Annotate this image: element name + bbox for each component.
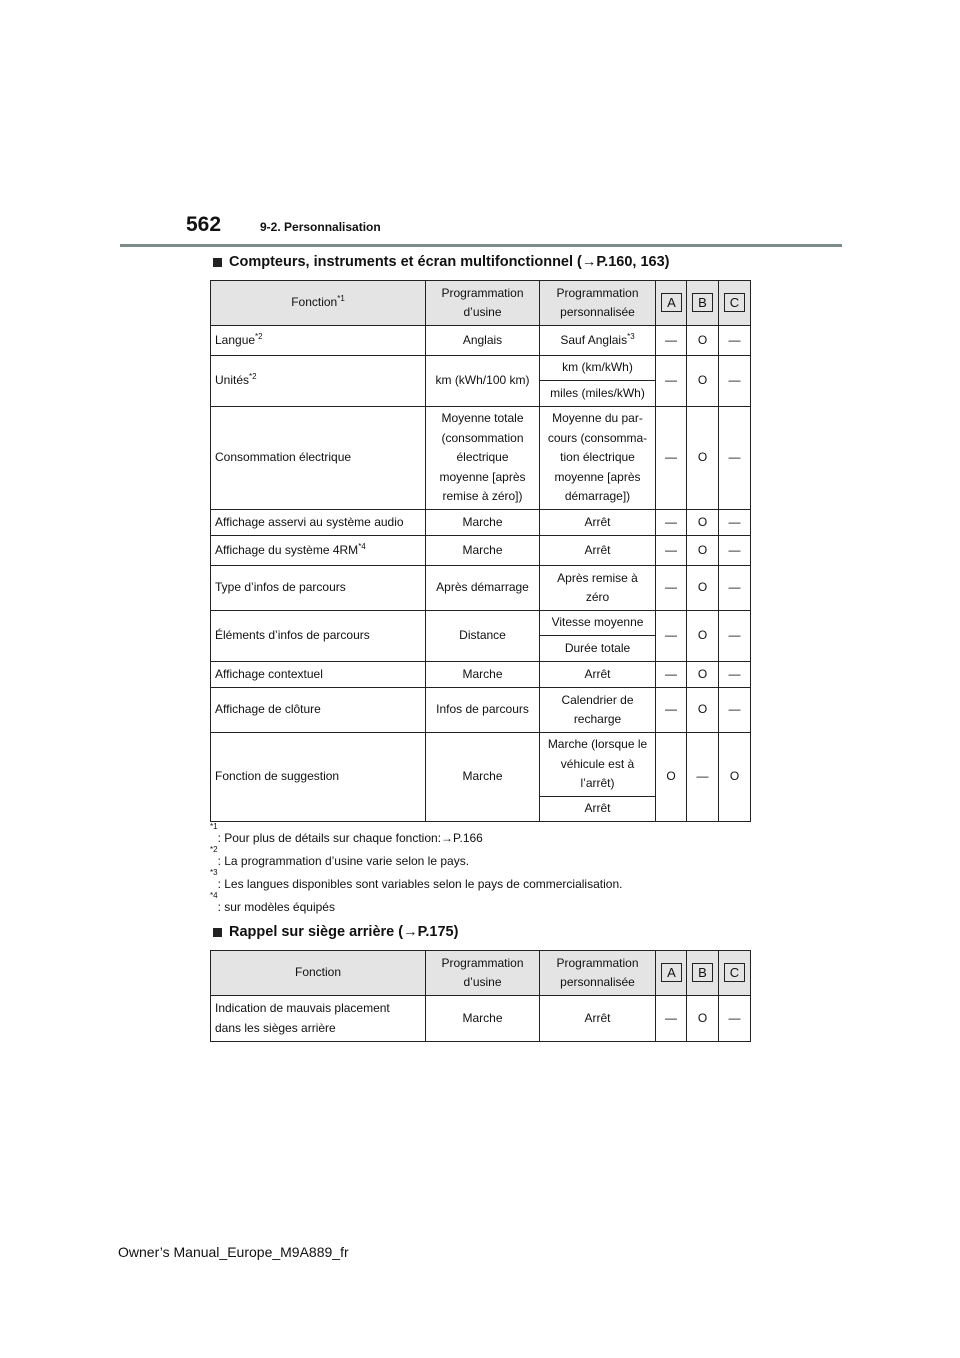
cell-a: —	[656, 510, 687, 536]
cell-b: O	[687, 688, 719, 733]
table-row	[211, 733, 751, 797]
cell-perso: Arrêt	[540, 536, 656, 566]
cell-perso: miles (miles/kWh)	[540, 381, 656, 407]
header-col-b: B	[687, 281, 719, 326]
cell-a: —	[656, 688, 687, 733]
cell-c: —	[719, 407, 751, 510]
table-row	[211, 326, 751, 356]
table-header-row	[211, 951, 751, 996]
cell-c: —	[719, 662, 751, 688]
cell-c: —	[719, 510, 751, 536]
cell-c: —	[719, 611, 751, 662]
cell-fonction: Affichage du système 4RM$^{*4}$	[211, 536, 426, 566]
section-title-text: Rappel sur siège arrière (	[229, 924, 404, 940]
cell-b: O	[687, 662, 719, 688]
header-fonction: Fonction$^{*1}$	[211, 281, 426, 326]
cell-a: —	[656, 326, 687, 356]
cell-perso: Durée totale	[540, 636, 656, 662]
cell-c: —	[719, 536, 751, 566]
table-row	[211, 510, 751, 536]
table-row	[211, 356, 751, 381]
cell-b: O	[687, 536, 719, 566]
chapter-title: 9-2. Personnalisation	[260, 220, 381, 234]
cell-usine: Marche	[426, 733, 540, 822]
bullet-square-icon	[213, 928, 222, 937]
cell-b: O	[687, 566, 719, 611]
cell-perso: Arrêt	[540, 662, 656, 688]
cell-perso: km (km/kWh)	[540, 356, 656, 381]
cell-a: —	[656, 996, 687, 1042]
cell-c: O	[719, 733, 751, 822]
table-row	[211, 611, 751, 636]
cell-b: —	[687, 733, 719, 822]
cell-c: —	[719, 688, 751, 733]
arrow-glyph: →	[581, 254, 597, 270]
cell-b: O	[687, 996, 719, 1042]
cell-usine: Marche	[426, 662, 540, 688]
table-row	[211, 662, 751, 688]
cell-perso: Moyenne du par- cours (consomma- tion électrique moyenne [après démarrage])	[540, 407, 656, 510]
settings-table-rappel	[210, 950, 751, 1042]
table-row	[211, 688, 751, 733]
cell-fonction: Fonction de suggestion	[211, 733, 426, 822]
cell-usine: Moyenne totale (consommation électrique moyenne [après remise à zéro])	[426, 407, 540, 510]
cell-c: —	[719, 326, 751, 356]
cell-usine: Distance	[426, 611, 540, 662]
section-title-rappel	[213, 924, 458, 940]
cell-c: —	[719, 996, 751, 1042]
section-title-ref: P.160, 163)	[596, 254, 670, 270]
header-rule	[120, 244, 842, 247]
header-col-a: A	[656, 951, 687, 996]
cell-a: O	[656, 733, 687, 822]
cell-b: O	[687, 326, 719, 356]
cell-b: O	[687, 407, 719, 510]
cell-b: O	[687, 356, 719, 407]
table-row	[211, 996, 751, 1042]
cell-fonction: Affichage de clôture	[211, 688, 426, 733]
cell-a: —	[656, 407, 687, 510]
table-row	[211, 407, 751, 510]
cell-fonction: Affichage contextuel	[211, 662, 426, 688]
cell-usine: Marche	[426, 536, 540, 566]
cell-c: —	[719, 356, 751, 407]
cell-usine: Après démarrage	[426, 566, 540, 611]
cell-perso: Arrêt	[540, 510, 656, 536]
cell-usine: Marche	[426, 510, 540, 536]
cell-fonction: Consommation électrique	[211, 407, 426, 510]
header-col-c: C	[719, 951, 751, 996]
cell-fonction: Indication de mauvais placement dans les sièges arrière	[211, 996, 426, 1042]
cell-perso: Vitesse moyenne	[540, 611, 656, 636]
cell-a: —	[656, 356, 687, 407]
section-title-text: Compteurs, instruments et écran multifonctionnel (	[229, 254, 582, 270]
table-row	[211, 536, 751, 566]
section-title-compteurs	[213, 254, 669, 270]
cell-b: O	[687, 611, 719, 662]
cell-usine: Anglais	[426, 326, 540, 356]
cell-fonction: Éléments d’infos de parcours	[211, 611, 426, 662]
cell-usine: Infos de parcours	[426, 688, 540, 733]
header-col-c: C	[719, 281, 751, 326]
footer-text: Owner’s Manual_Europe_M9A889_fr	[118, 1244, 349, 1260]
header-col-a: A	[656, 281, 687, 326]
bullet-square-icon	[213, 258, 222, 267]
section-title-ref: P.175)	[417, 924, 459, 940]
settings-table-compteurs	[210, 280, 751, 822]
footnote: *2 : La programmation d’usine varie selon le pays.	[210, 845, 470, 868]
cell-perso: Calendrier de recharge	[540, 688, 656, 733]
cell-fonction: Unités$^{*2}$	[211, 356, 426, 407]
arrow-glyph: →	[403, 924, 418, 940]
header-prog-usine: Programmation d’usine	[426, 951, 540, 996]
cell-fonction: Langue$^{*2}$	[211, 326, 426, 356]
cell-usine: km (kWh/100 km)	[426, 356, 540, 407]
cell-perso: Arrêt	[540, 797, 656, 822]
header-col-b: B	[687, 951, 719, 996]
header-prog-usine: Programmation d’usine	[426, 281, 540, 326]
header-prog-perso: Programmation personnalisée	[540, 281, 656, 326]
cell-perso: Sauf Anglais$^{*3}$	[540, 326, 656, 356]
cell-a: —	[656, 662, 687, 688]
cell-perso: Arrêt	[540, 996, 656, 1042]
cell-a: —	[656, 611, 687, 662]
cell-b: O	[687, 510, 719, 536]
header-prog-perso: Programmation personnalisée	[540, 951, 656, 996]
cell-fonction: Type d’infos de parcours	[211, 566, 426, 611]
footnote: *3 : Les langues disponibles sont variables selon le pays de commercialisation.	[210, 868, 623, 891]
cell-fonction: Affichage asservi au système audio	[211, 510, 426, 536]
cell-c: —	[719, 566, 751, 611]
footnote: *4 : sur modèles équipés	[210, 891, 335, 914]
cell-perso: Marche (lorsque le véhicule est à l’arrêt)	[540, 733, 656, 797]
header-fonction: Fonction	[211, 951, 426, 996]
cell-perso: Après remise à zéro	[540, 566, 656, 611]
cell-a: —	[656, 566, 687, 611]
footnotes	[210, 822, 623, 919]
footnote: *1 : Pour plus de détails sur chaque fonction: → P.166	[210, 822, 483, 845]
cell-usine: Marche	[426, 996, 540, 1042]
table-header-row	[211, 281, 751, 326]
table-row	[211, 566, 751, 611]
page-number: 562	[186, 213, 222, 236]
cell-a: —	[656, 536, 687, 566]
